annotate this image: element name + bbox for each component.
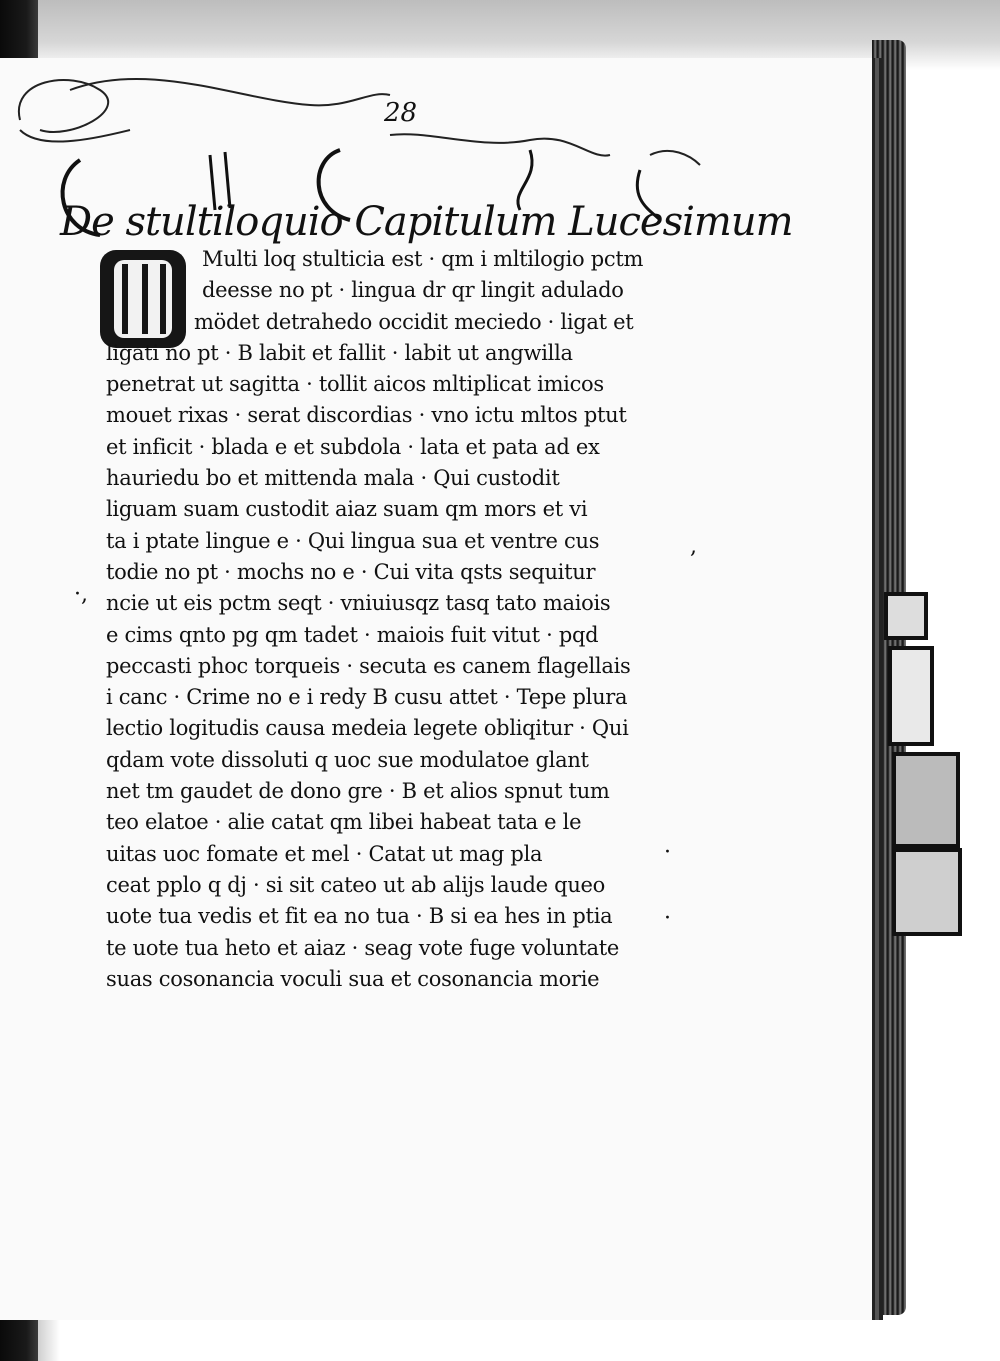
text-line: e cims qnto pg qm tadet · maiois fuit vitut · pqd xyxy=(106,622,599,647)
text-line: penetrat ut sagitta · tollit aicos mltiplicat imicos xyxy=(106,372,604,397)
text-line: ncie ut eis pctm seqt · vniuiusqz tasq tato maiois xyxy=(106,591,611,616)
text-line: net tm gaudet de dono gre · B et alios spnut tum xyxy=(106,779,610,804)
margin-mark: · xyxy=(664,840,671,865)
text-line: todie no pt · mochs no e · Cui vita qsts sequitur xyxy=(106,559,596,584)
text-line: suas cosonancia voculi sua et cosonancia morie xyxy=(106,966,600,991)
text-line: uitas uoc fomate et mel · Catat ut mag pla xyxy=(106,841,543,866)
text-line: uote tua vedis et fit ea no tua · B si ea hes in ptia xyxy=(106,904,613,929)
margin-mark: · xyxy=(664,906,671,931)
text-line: mouet rixas · serat discordias · vno ictu mltos ptut xyxy=(106,403,627,428)
text-line: et inficit · blada e et subdola · lata et pata ad ex xyxy=(106,434,600,459)
margin-mark: , xyxy=(690,534,697,559)
folio-number: 28 xyxy=(384,98,418,128)
bookmark-tab xyxy=(892,848,962,936)
text-line: qdam vote dissoluti q uoc sue modulatoe glant xyxy=(106,747,589,772)
text-line: mödet detrahedo occidit meciedo · ligat et xyxy=(194,309,634,334)
text-line: deesse no pt · lingua dr qr lingit adulado xyxy=(202,278,624,303)
text-line: teo elatoe · alie catat qm libei habeat tata e le xyxy=(106,810,582,835)
text-line: ligati no pt · B labit et fallit · labit ut angwilla xyxy=(106,340,573,365)
text-line: peccasti phoc torqueis · secuta es canem flagellais xyxy=(106,653,631,678)
text-line: i canc · Crime no e i redy B cusu attet · Tepe plura xyxy=(106,685,628,710)
bookmark-tab xyxy=(888,646,934,746)
bookmark-tab xyxy=(884,592,928,640)
text-line: ta i ptate lingue e · Qui lingua sua et ventre cus xyxy=(106,528,600,553)
text-line: hauriedu bo et mittenda mala · Qui custodit xyxy=(106,466,560,491)
margin-mark: ·, xyxy=(74,582,88,607)
text-line: liguam suam custodit aiaz suam qm mors et vi xyxy=(106,497,588,522)
text-line: lectio logitudis causa medeia legete obliqitur · Qui xyxy=(106,716,629,741)
text-line: ceat pplo q dj · si sit cateo ut ab alijs laude queo xyxy=(106,872,606,897)
chapter-heading: De stultiloquio Capitulum Lucesimum xyxy=(60,199,793,245)
bookmark-tab xyxy=(892,752,960,848)
text-line: te uote tua heto et aiaz · seag vote fuge voluntate xyxy=(106,935,620,960)
manuscript-text xyxy=(106,244,716,995)
text-line: Multi loq stulticia est · qm i mltilogio pctm xyxy=(202,247,644,271)
